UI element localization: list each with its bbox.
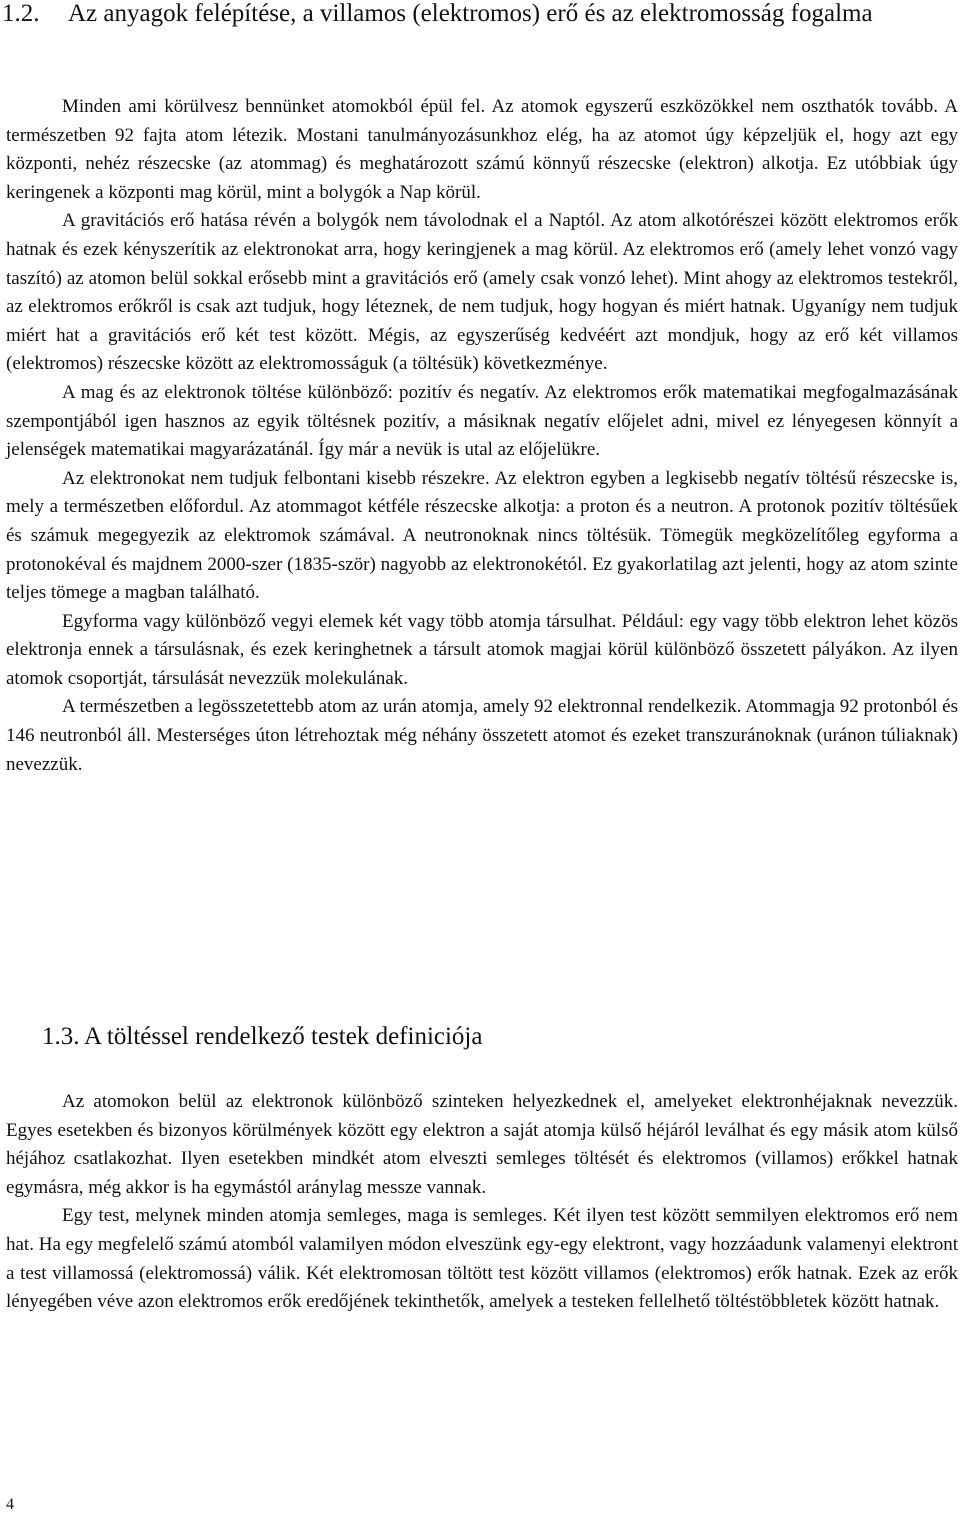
paragraph: A gravitációs erő hatása révén a bolygók nem távolodnak el a Naptól. Az atom alkotórészei között elektromos erők hatnak és ezek kényszerítik az elektronokat arra, hogy keringjenek a mag körül. Az elektromos erő (amely lehet vonzó vagy taszító) az atomon belül sokkal erősebb mint a gravitációs erő (amely csak vonzó lehet). Mint ahogy az elektromos testekről, az elektromos erőkről is csak azt tudjuk, hogy léteznek, de nem tudjuk, hogy hogyan és miért hatnak. Ugyanígy nem tudjuk miért hat a gravitációs erő két test között. Mégis, az egyszerűség kedvéért azt mondjuk, hogy az erő két villamos (elektromos) részecske között az elektromosságuk (a töltésük) következménye. bbox=[6, 210, 958, 375]
paragraph: Az atomokon belül az elektronok különböző szinteken helyezkednek el, amelyeket elektronhéjaknak nevezzük. Egyes esetekben és bizonyos körülmények között egy elektron a saját atomja külső héjáról leválhat és egy másik atom külső héjához csatlakozhat. Ilyen esetekben mindkét atom elveszti semleges töltését és elektromos (villamos) erőkkel hatnak egymásra, még akkor is ha egymástól aránylag messze vannak. bbox=[6, 1091, 958, 1198]
section-heading-1-3 bbox=[42, 1021, 942, 1053]
section-heading-1-2 bbox=[2, 0, 952, 30]
paragraph: Az elektronokat nem tudjuk felbontani kisebb részekre. Az elektron egyben a legkisebb negatív töltésű részecske is, mely a természetben előfordul. Az atommagot kétféle részecske alkotja: a proton és a neutron. A protonok pozitív töltésűek és számuk megegyezik az elektromok számával. A neutronoknak nincs töltésük. Tömegük megközelítőleg egyforma a protonokéval és majdnem 2000-szer (1835-ször) nagyobb az elektronokétól. Ez gyakorlatilag azt jelenti, hogy az atom szinte teljes tömege a magban található. bbox=[6, 467, 958, 604]
page-number: 4 bbox=[6, 1496, 14, 1513]
paragraph: Minden ami körülvesz bennünket atomokból épül fel. Az atomok egyszerű eszközökkel nem oszthatók tovább. A természetben 92 fajta atom létezik. Mostani tanulmányozásunkhoz elég, ha az atomot úgy képzeljük el, hogy azt egy központi, nehéz részecske (az atommag) és meghatározott számú könnyű részecske (elektron) alkotja. Ez utóbbiak úgy keringenek a központi mag körül, mint a bolygók a Nap körül. bbox=[6, 96, 958, 203]
paragraph: Egyforma vagy különböző vegyi elemek két vagy több atomja társulhat. Például: egy vagy több elektron lehet közös elektronja ennek a társulásnak, és ezek keringhetnek a társult atomok magjai körül különböző összetett pályákon. Az ilyen atomok csoportját, társulását nevezzük molekulának. bbox=[6, 610, 958, 689]
paragraph: A természetben a legösszetettebb atom az urán atomja, amely 92 elektronnal rendelkezik. Atommagja 92 protonból és 146 neutronból áll. Mesterséges úton létrehoztak még néhány összetett atomot és ezeket transzuránoknak (uránon túliaknak) nevezzük. bbox=[6, 696, 958, 775]
section-body-1-3 bbox=[6, 1088, 958, 1317]
section-title: A töltéssel rendelkező testek definiciója bbox=[84, 1023, 483, 1050]
section-number: 1.2. bbox=[2, 0, 40, 27]
section-number: 1.3. bbox=[42, 1023, 80, 1050]
paragraph: A mag és az elektronok töltése különböző: pozitív és negatív. Az elektromos erők matematikai megfogalmazásának szempontjából igen hasznos az egyik töltésnek pozitív, a másiknak negatív előjelet adni, mivel ez lényegesen könnyít a jelenségek matematikai magyarázatánál. Így már a nevük is utal az előjelükre. bbox=[6, 381, 958, 461]
paragraph: Egy test, melynek minden atomja semleges, maga is semleges. Két ilyen test között semmilyen elektromos erő nem hat. Ha egy megfelelő számú atomból valamilyen módon elveszünk egy-egy elektront, vagy hozzáadunk valamenyi elektront a test villamossá (elektromossá) válik. Két elektromosan töltött test között villamos (elektromos) erők hatnak. Ezek az erők lényegében véve azon elektromos erők eredőjének tekinthetők, amelyek a testeken fellelhető töltéstöbbletek között hatnak. bbox=[6, 1205, 958, 1313]
section-title: Az anyagok felépítése, a villamos (elektromos) erő és az elektromosság fogalma bbox=[68, 0, 873, 27]
section-body-1-2 bbox=[6, 93, 958, 779]
